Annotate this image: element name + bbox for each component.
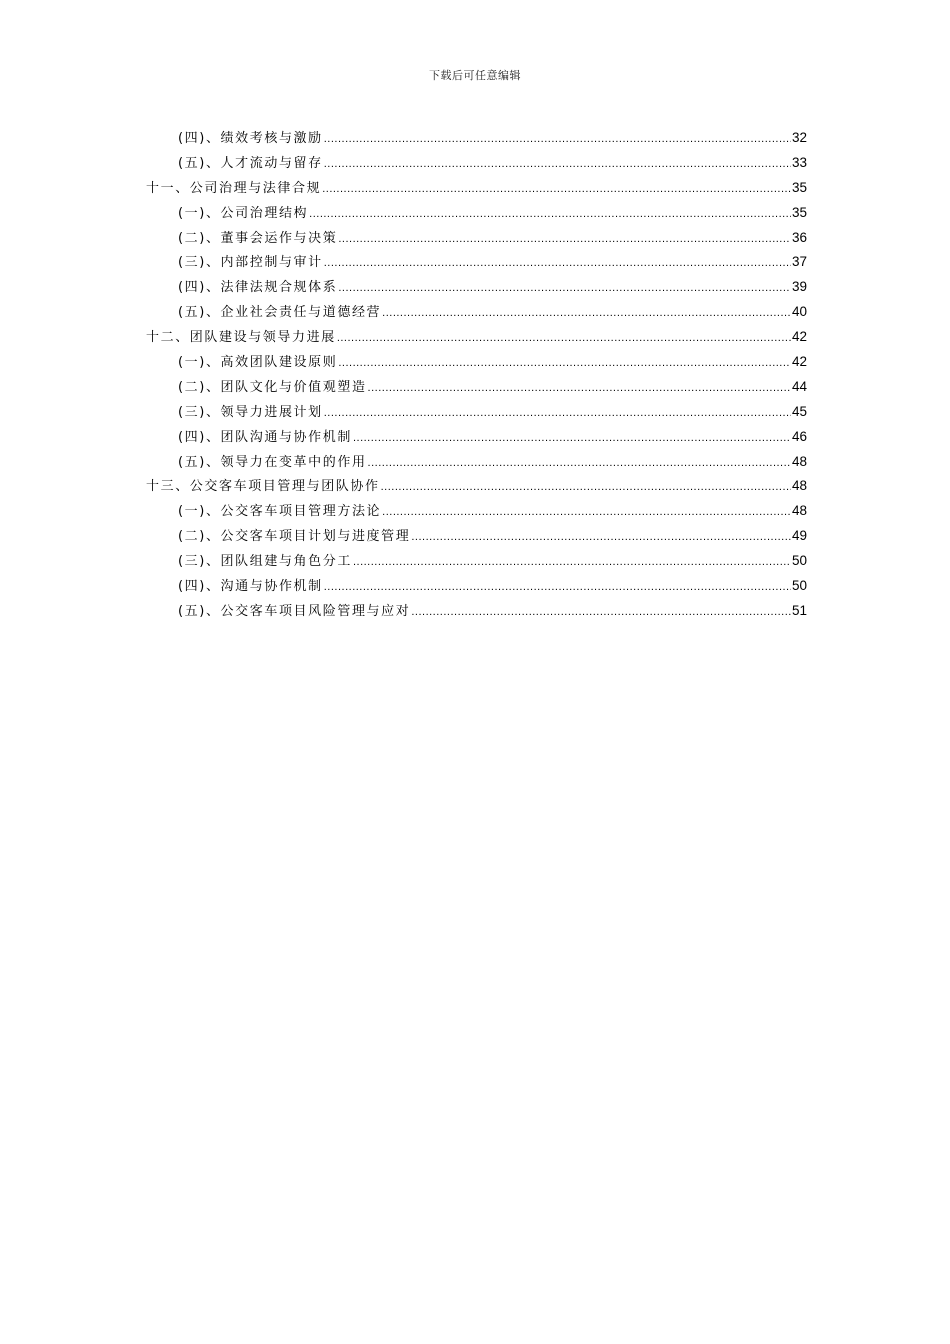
toc-entry-page: 50	[791, 553, 807, 569]
toc-dot-leader	[324, 401, 791, 426]
toc-entry[interactable]	[146, 275, 807, 300]
toc-entry-page: 50	[791, 578, 807, 594]
toc-dot-leader	[324, 152, 791, 177]
toc-entry-page: 32	[791, 130, 807, 145]
toc-entry[interactable]	[146, 201, 807, 226]
toc-entry-title: (四)、团队沟通与协作机制	[178, 429, 352, 445]
toc-dot-leader	[382, 301, 791, 326]
toc-entry-title: (一)、公司治理结构	[178, 205, 309, 221]
toc-entry-page: 51	[791, 602, 807, 618]
toc-entry[interactable]	[146, 599, 807, 624]
toc-entry-page: 46	[791, 428, 807, 444]
toc-entry[interactable]	[146, 325, 807, 350]
toc-entry-title: (二)、公交客车项目计划与进度管理	[178, 529, 411, 545]
toc-entry-title: (五)、公交客车项目风险管理与应对	[178, 603, 411, 619]
toc-entry[interactable]	[146, 425, 807, 450]
toc-entry-title: 十三、公交客车项目管理与团队协作	[146, 479, 380, 495]
toc-entry[interactable]	[146, 300, 807, 325]
toc-dot-leader	[324, 251, 791, 276]
toc-entry-page: 42	[791, 354, 807, 370]
header-note: 下载后可任意编辑	[429, 69, 521, 82]
toc-dot-leader	[337, 326, 791, 351]
toc-entry[interactable]	[146, 126, 807, 151]
toc-entry[interactable]	[146, 151, 807, 176]
toc-entry-title: (五)、领导力在变革中的作用	[178, 454, 367, 470]
toc-entry[interactable]	[146, 400, 807, 425]
toc-entry[interactable]	[146, 574, 807, 599]
toc-dot-leader	[381, 475, 791, 500]
toc-dot-leader	[353, 426, 791, 451]
toc-entry[interactable]	[146, 474, 807, 499]
toc-entry-page: 44	[791, 378, 807, 394]
toc-dot-leader	[338, 276, 791, 301]
toc-entry-title: (二)、团队文化与价值观塑造	[178, 379, 367, 395]
toc-dot-leader	[324, 127, 791, 152]
toc-entry[interactable]	[146, 450, 807, 475]
toc-entry[interactable]	[146, 524, 807, 549]
toc-entry-title: (三)、内部控制与审计	[178, 255, 323, 271]
toc-entry-title: (一)、高效团队建设原则	[178, 355, 338, 371]
toc-entry-page: 37	[791, 254, 807, 270]
toc-entry-page: 45	[791, 403, 807, 419]
toc-dot-leader	[411, 600, 791, 625]
toc-entry-title: (三)、团队组建与角色分工	[178, 554, 352, 570]
toc-dot-leader	[368, 376, 791, 401]
toc-dot-leader	[411, 525, 791, 550]
toc-entry[interactable]	[146, 176, 807, 201]
toc-entry-page: 33	[791, 154, 807, 170]
toc-entry[interactable]	[146, 375, 807, 400]
toc-entry[interactable]	[146, 250, 807, 275]
toc-entry-title: (五)、人才流动与留存	[178, 155, 323, 171]
toc-entry-title: (三)、领导力进展计划	[178, 404, 323, 420]
toc-entry-title: 十二、团队建设与领导力进展	[146, 330, 336, 346]
toc-entry-title: (五)、企业社会责任与道德经营	[178, 305, 382, 321]
toc-entry-page: 36	[791, 229, 807, 245]
toc-entry-page: 48	[791, 453, 807, 469]
toc-entry-title: (四)、沟通与协作机制	[178, 579, 323, 595]
toc-dot-leader	[309, 202, 791, 227]
toc-entry-title: (四)、法律法规合规体系	[178, 280, 338, 296]
toc-dot-leader	[322, 177, 791, 202]
toc-dot-leader	[338, 227, 791, 252]
toc-entry-page: 40	[791, 304, 807, 320]
toc-dot-leader	[368, 451, 791, 476]
toc-entry-page: 48	[791, 478, 807, 494]
toc-entry-title: (一)、公交客车项目管理方法论	[178, 504, 382, 520]
toc-dot-leader	[353, 550, 791, 575]
toc-dot-leader	[324, 575, 791, 600]
toc-entry-page: 42	[791, 329, 807, 345]
toc-dot-leader	[338, 351, 791, 376]
toc-entry[interactable]	[146, 549, 807, 574]
toc-entry-page: 35	[791, 204, 807, 220]
table-of-contents	[146, 126, 807, 624]
toc-entry-page: 49	[791, 528, 807, 544]
toc-entry-page: 39	[791, 279, 807, 295]
toc-entry-title: 十一、公司治理与法律合规	[146, 180, 322, 196]
toc-entry-title: (二)、董事会运作与决策	[178, 230, 338, 246]
toc-entry-title: (四)、绩效考核与激励	[178, 131, 323, 146]
toc-entry[interactable]	[146, 499, 807, 524]
toc-entry-page: 48	[791, 503, 807, 519]
toc-dot-leader	[382, 500, 791, 525]
toc-entry[interactable]	[146, 350, 807, 375]
toc-entry[interactable]	[146, 226, 807, 251]
toc-entry-page: 35	[791, 179, 807, 195]
